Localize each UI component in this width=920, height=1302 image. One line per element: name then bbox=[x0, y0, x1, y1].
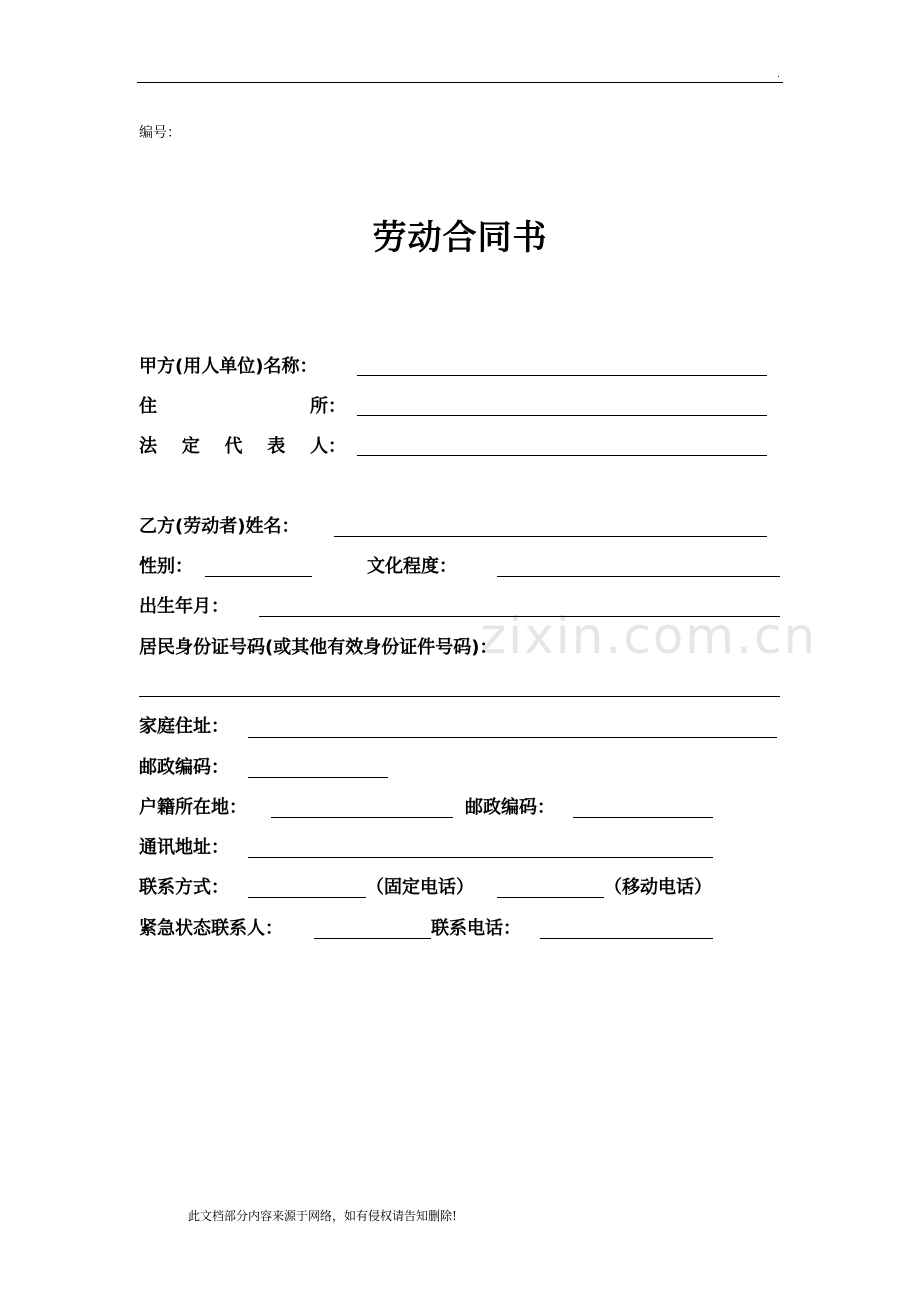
household-registration-field[interactable] bbox=[271, 817, 453, 818]
mailing-address-field[interactable] bbox=[248, 857, 713, 858]
footer-disclaimer: 此文档部分内容来源于网络，如有侵权请告知删除! bbox=[188, 1209, 457, 1223]
document-title: 劳动合同书 bbox=[372, 218, 548, 258]
party-b-name-label: 乙方(劳动者)姓名： bbox=[139, 516, 300, 537]
contact-phone-label: 联系电话： bbox=[431, 918, 521, 939]
rep-char-2: 定 bbox=[181, 436, 200, 457]
education-field[interactable] bbox=[497, 576, 780, 577]
landline-label: （固定电话） bbox=[366, 877, 474, 898]
address-char-2: 所： bbox=[310, 396, 346, 417]
birth-label: 出生年月： bbox=[139, 596, 229, 617]
birth-field[interactable] bbox=[259, 616, 780, 617]
mobile-field[interactable] bbox=[497, 897, 604, 898]
postal-code-field[interactable] bbox=[248, 777, 388, 778]
gender-label: 性别： bbox=[139, 556, 193, 577]
gender-field[interactable] bbox=[205, 576, 312, 577]
party-a-name-label: 甲方(用人单位)名称： bbox=[139, 356, 318, 377]
party-a-address-field[interactable] bbox=[357, 415, 767, 416]
household-registration-label: 户籍所在地： bbox=[139, 797, 247, 818]
party-a-address-label bbox=[139, 395, 346, 419]
mailing-address-label: 通讯地址： bbox=[139, 837, 229, 858]
serial-number-label: 编号： bbox=[139, 125, 181, 141]
party-a-name-field[interactable] bbox=[357, 375, 767, 376]
id-number-label: 居民身份证号码(或其他有效身份证件号码)： bbox=[139, 637, 498, 658]
rep-char-4: 表 bbox=[267, 436, 286, 457]
postal-code-field-2[interactable] bbox=[573, 817, 713, 818]
mobile-label: （移动电话） bbox=[604, 877, 712, 898]
home-address-label: 家庭住址： bbox=[139, 716, 229, 737]
party-b-name-field[interactable] bbox=[334, 536, 767, 537]
header-rule bbox=[137, 82, 783, 83]
rep-char-5: 人： bbox=[310, 436, 346, 457]
emergency-contact-label: 紧急状态联系人： bbox=[139, 918, 283, 939]
home-address-field[interactable] bbox=[248, 737, 777, 738]
address-char-1: 住 bbox=[139, 396, 157, 417]
contact-method-label: 联系方式： bbox=[139, 877, 229, 898]
landline-field[interactable] bbox=[248, 897, 366, 898]
postal-code-label: 邮政编码： bbox=[139, 757, 229, 778]
emergency-contact-field[interactable] bbox=[314, 938, 431, 939]
id-number-field[interactable] bbox=[139, 696, 780, 697]
party-a-representative-label bbox=[139, 435, 346, 459]
education-label: 文化程度： bbox=[367, 556, 457, 577]
rep-char-1: 法 bbox=[139, 436, 157, 457]
contact-phone-field[interactable] bbox=[540, 938, 713, 939]
postal-code-label-2: 邮政编码： bbox=[465, 797, 555, 818]
party-a-representative-field[interactable] bbox=[357, 455, 767, 456]
watermark: zixin.com.cn bbox=[480, 607, 818, 665]
header-dot: . bbox=[777, 70, 780, 80]
rep-char-3: 代 bbox=[224, 436, 243, 457]
